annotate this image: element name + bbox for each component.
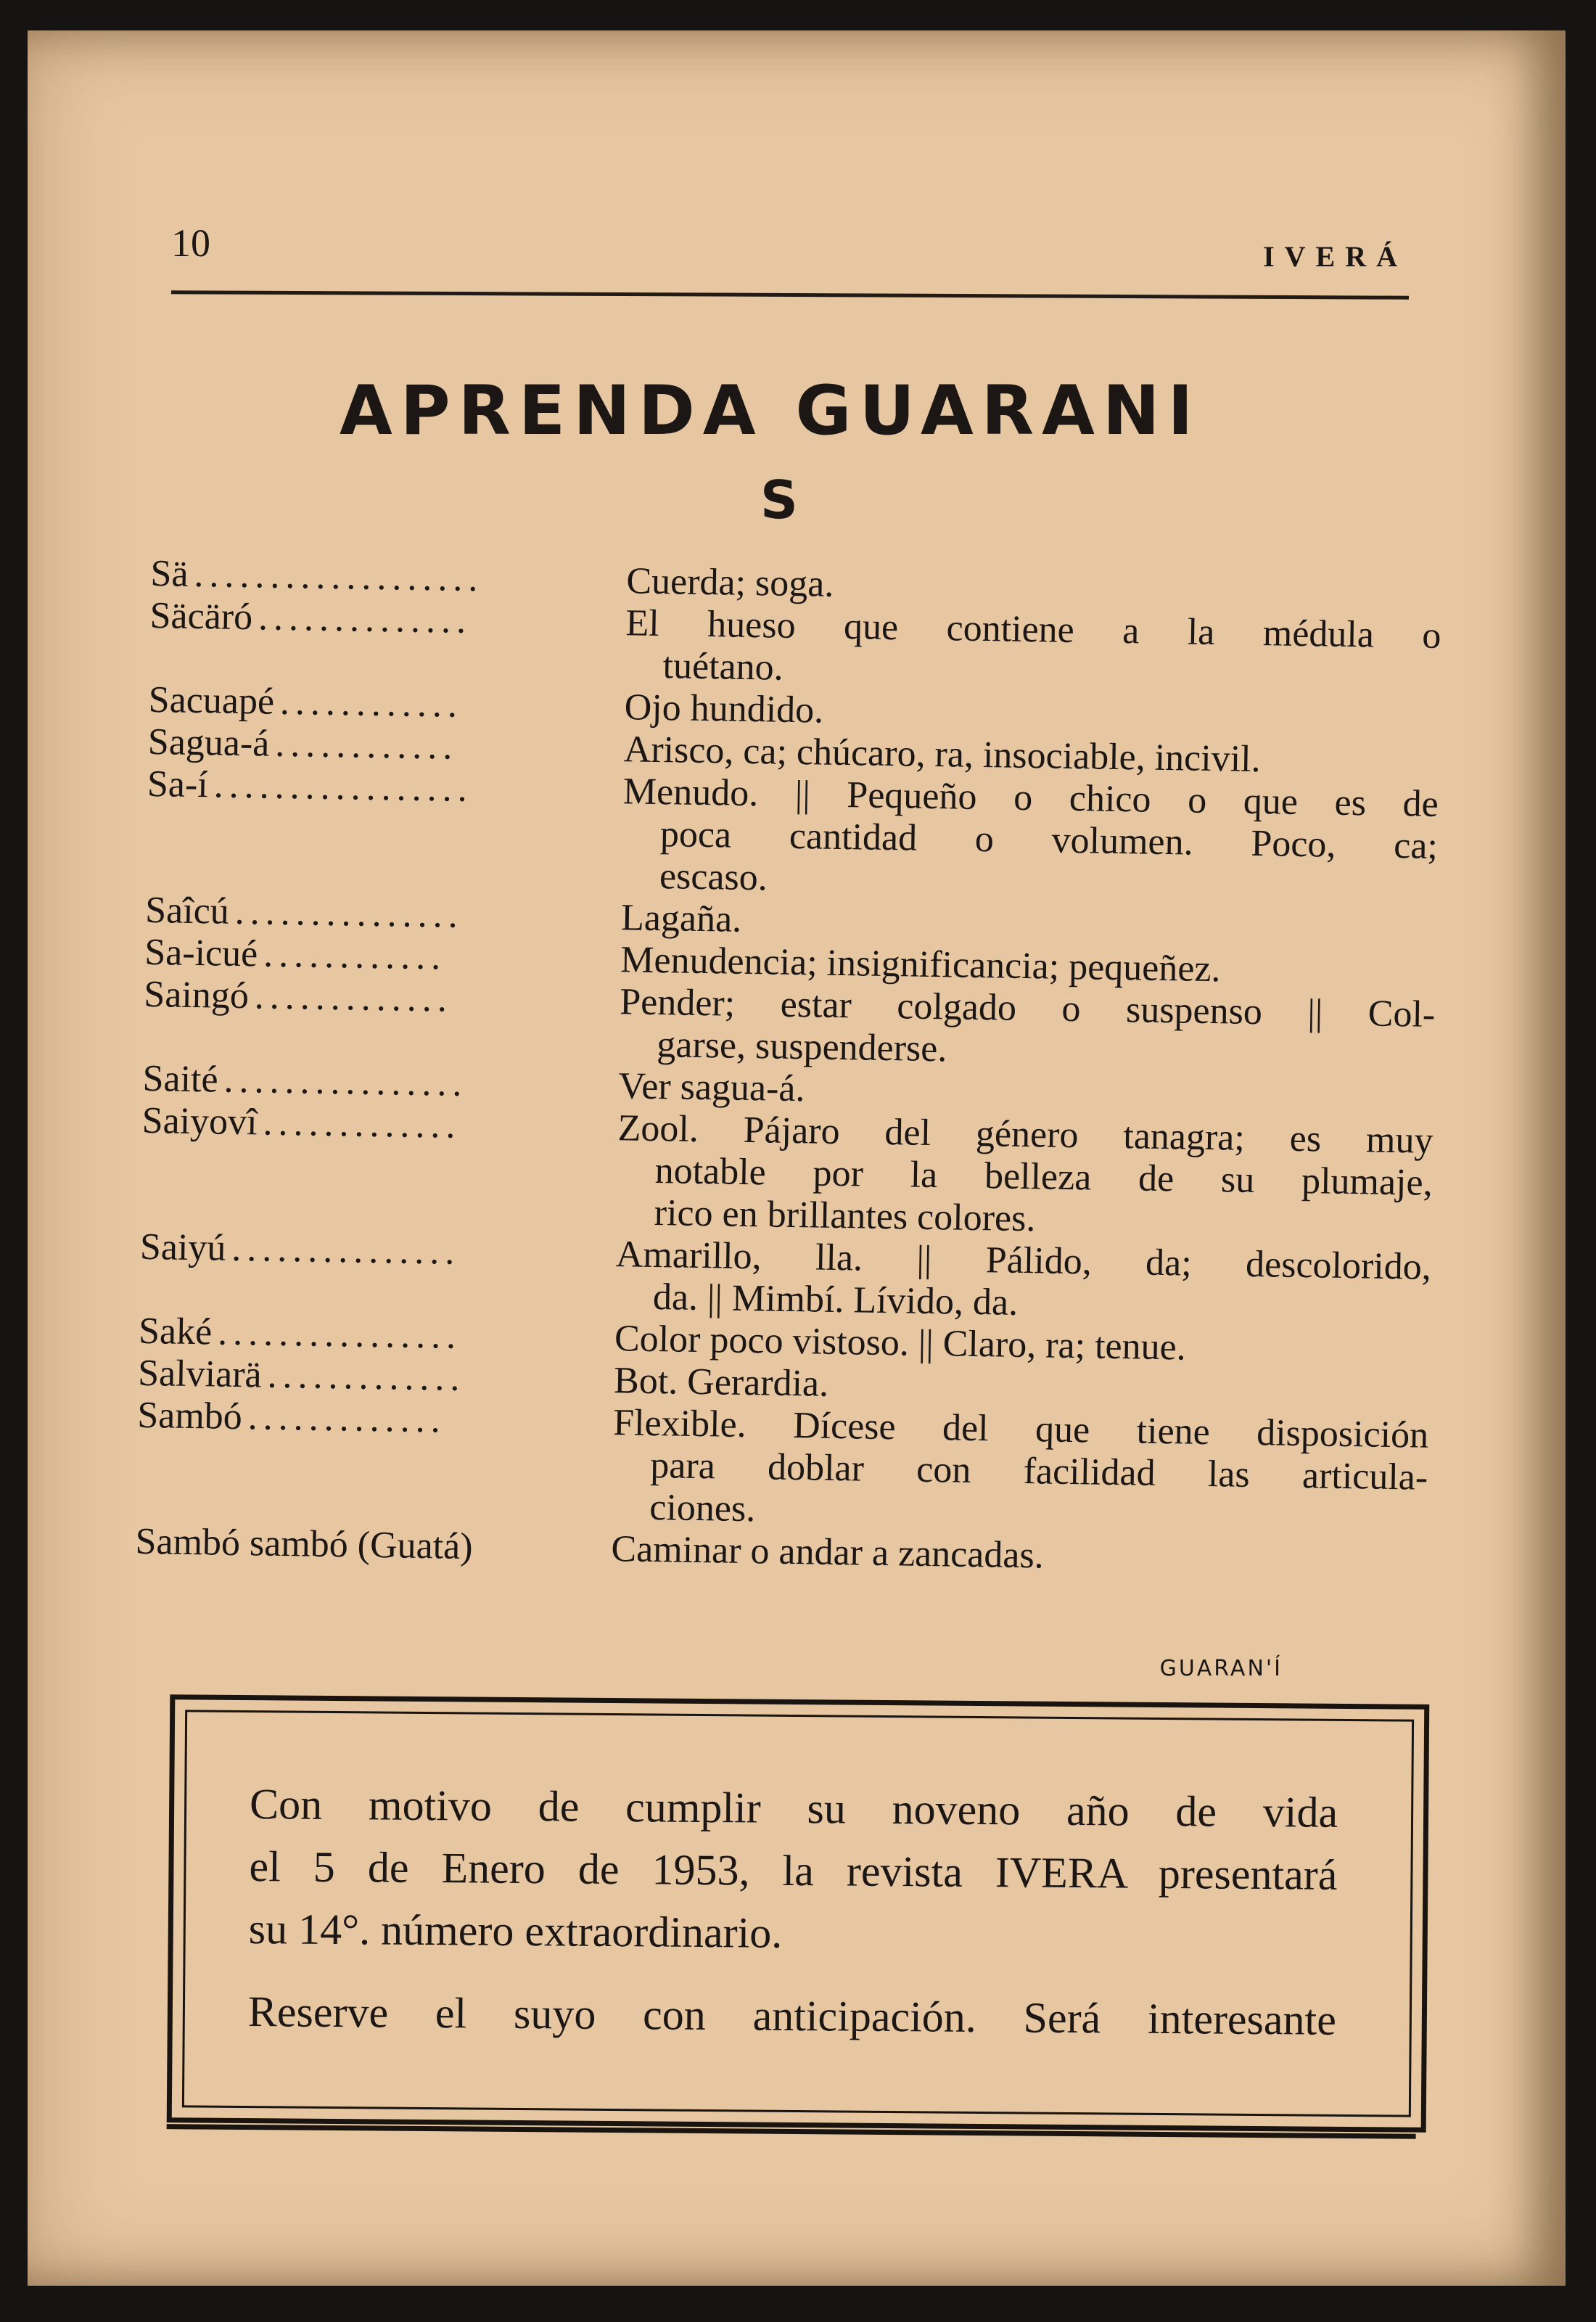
definition-line: para doblar con facilidad las articula- <box>649 1444 1428 1498</box>
entry-term <box>146 763 620 897</box>
definition-line: tuétano. <box>662 645 784 689</box>
dot-leader: ............. <box>267 1354 466 1399</box>
entry-term-word: Sambó <box>136 1394 243 1438</box>
announcement-line: su 14°. número extraordinario. <box>248 1905 783 1957</box>
entry-term-word: Sambó sambó (Guatá) <box>135 1520 474 1568</box>
dot-leader: ............. <box>254 975 453 1020</box>
entry-term <box>138 1353 610 1402</box>
entry-term <box>149 595 622 686</box>
page-number: 10 <box>171 221 210 265</box>
entry-term-word: Salviarä <box>137 1352 263 1396</box>
entry-term-word: Sagua-á <box>147 721 270 765</box>
definition-line: Menudo. || Pequeño o chico o que es de <box>622 771 1439 825</box>
definition-line: garse, suspenderse. <box>656 1024 947 1070</box>
entry-term <box>150 553 622 602</box>
definition-line: poca cantidad o volumen. Poco, ca; <box>659 813 1439 867</box>
definition-line: Lagaña. <box>620 897 742 940</box>
definition-line: Menudencia; insignificancia; pequeñez. <box>620 939 1221 990</box>
entry-term <box>139 1226 612 1318</box>
dot-leader: ................ <box>217 1311 462 1357</box>
dot-leader <box>472 1526 607 1570</box>
entry-term <box>139 1310 611 1360</box>
glossary-entry <box>146 763 1439 910</box>
dot-leader: ............... <box>234 890 464 936</box>
definition-line: Cuerda; soga. <box>626 560 834 605</box>
definition-line: Ojo hundido. <box>624 686 824 731</box>
definition-line: Ver sagua-á. <box>618 1065 805 1110</box>
entry-term <box>148 679 620 729</box>
dot-leader: ............ <box>263 933 447 978</box>
attribution: GUARAN'Í <box>1159 1656 1283 1681</box>
entry-definition <box>607 1402 1429 1541</box>
entry-term-word: Sacuapé <box>148 678 275 723</box>
entry-definition <box>620 602 1441 700</box>
definition-line: rico en brillantes colores. <box>654 1192 1036 1240</box>
entry-term <box>142 1058 614 1107</box>
entry-term <box>135 1521 607 1570</box>
entry-term-word: Saké <box>138 1310 213 1353</box>
entry-term-word: Sä <box>150 553 189 595</box>
definition-line: Pender; estar colgado o suspenso || Col- <box>619 981 1436 1035</box>
entry-definition <box>611 1234 1432 1331</box>
announcement-line: el 5 de Enero de 1953, la revista IVERA presentará <box>249 1842 1338 1899</box>
running-title: IVERÁ <box>1263 240 1407 273</box>
entry-term-word: Saité <box>142 1057 219 1101</box>
header-rule <box>171 290 1409 299</box>
glossary-entry <box>140 1100 1433 1247</box>
dot-leader: ................. <box>213 764 474 811</box>
entry-term-word: Saîcú <box>144 889 230 932</box>
definition-line: escaso. <box>659 856 768 899</box>
entry-term <box>143 974 616 1065</box>
entry-term <box>136 1395 609 1528</box>
dot-leader: ............ <box>279 681 464 726</box>
definition-line: ciones. <box>649 1486 756 1530</box>
magazine-page <box>28 30 1566 2286</box>
entry-term-word: Sa-icué <box>144 931 258 975</box>
definition-line: Color poco vistoso. || Claro, ra; tenue. <box>614 1318 1187 1369</box>
entry-term-word: Saiyú <box>139 1226 226 1269</box>
definition-line: Flexible. Dícese del que tiene disposición <box>612 1402 1429 1456</box>
definition-line: Amarillo, lla. || Pálido, da; descolorido, <box>615 1234 1432 1288</box>
dot-leader: ............. <box>263 1101 462 1146</box>
entry-term <box>144 932 617 981</box>
entry-term <box>145 890 617 939</box>
entry-term <box>140 1100 614 1234</box>
entry-term-word: Saiyovî <box>141 1099 258 1144</box>
dot-leader: ............ <box>274 723 458 768</box>
definition-line: notable por la belleza de su plumaje, <box>654 1150 1433 1204</box>
definition-line: Arisco, ca; chúcaro, ra, insociable, incivil. <box>623 729 1262 781</box>
announcement-text <box>248 1773 1338 2051</box>
section-title: APRENDA GUARANI <box>340 372 1201 451</box>
announcement-closing: Reserve el suyo con anticipación. Será interesante <box>247 1987 1337 2044</box>
definition-line: Zool. Pájaro del género tanagra; es muy <box>617 1107 1433 1162</box>
announcement-line: Con motivo de cumplir su noveno año de vida <box>249 1780 1338 1837</box>
announcement-box <box>167 1694 1430 2133</box>
definition-line: El hueso que contiene a la médula o <box>625 602 1441 657</box>
dot-leader: ................ <box>223 1059 468 1104</box>
entry-definition <box>614 981 1436 1078</box>
dot-leader: ............... <box>231 1227 461 1273</box>
dot-leader: .............. <box>258 596 472 641</box>
glossary-list <box>135 553 1442 1583</box>
entry-definition <box>612 1107 1433 1247</box>
entry-term-word: Saingó <box>143 973 250 1017</box>
entry-term-word: Sa-í <box>147 763 209 806</box>
entry-term <box>147 721 620 771</box>
dot-leader: ............. <box>247 1396 447 1441</box>
definition-line: Caminar o andar a zancadas. <box>611 1528 1045 1577</box>
definition-line: Bot. Gerardia. <box>613 1360 829 1405</box>
entry-definition <box>617 771 1439 910</box>
entry-term-word: Säcäró <box>149 594 253 639</box>
glossary-entry <box>136 1395 1429 1541</box>
definition-line: da. || Mimbí. Lívido, da. <box>652 1276 1019 1324</box>
dot-leader: ................... <box>194 553 484 600</box>
section-letter: S <box>760 469 798 530</box>
